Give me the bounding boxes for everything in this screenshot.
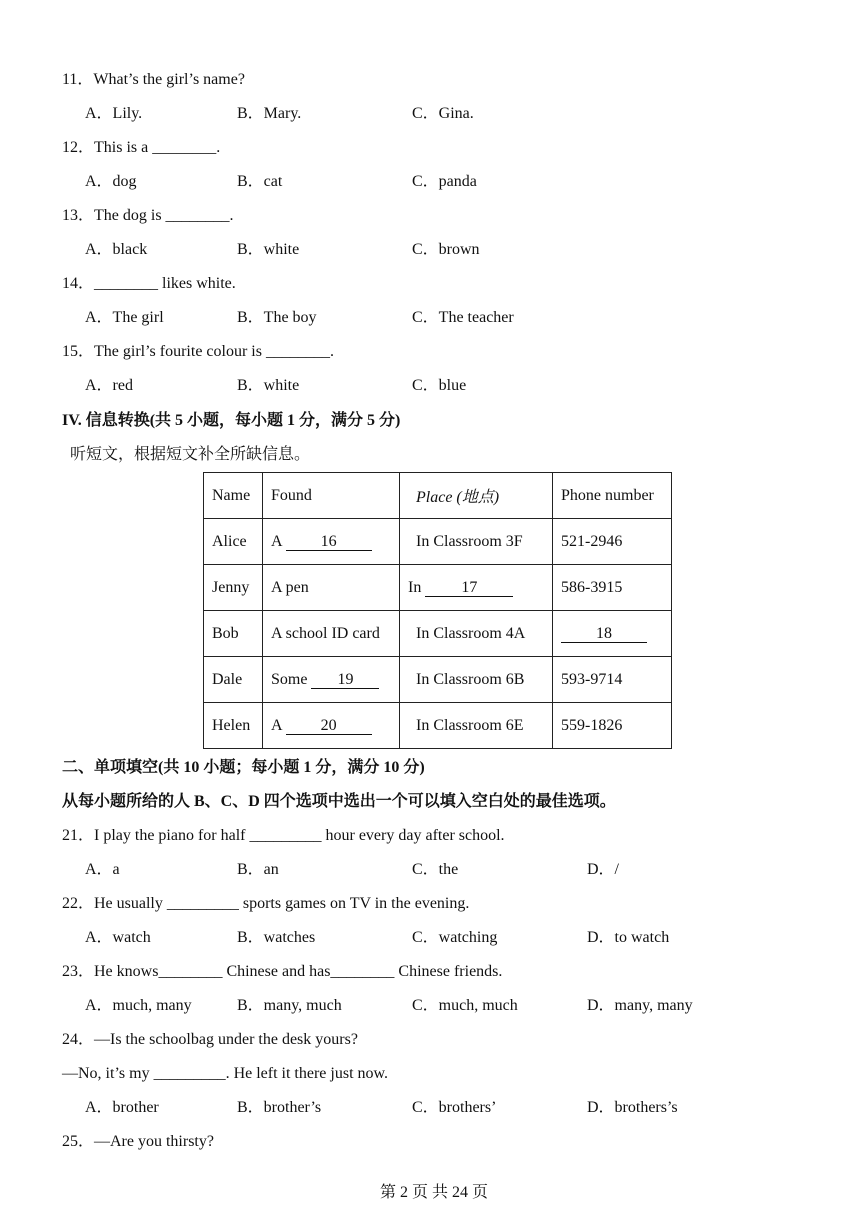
cell-name: Alice xyxy=(204,519,263,565)
question-23-option-a[interactable]: A．much, many xyxy=(85,997,192,1014)
question-24-stem: 24．—Is the schoolbag under the desk yours? xyxy=(62,1031,358,1048)
cell-found xyxy=(263,657,400,703)
question-15-stem: 15．The girl’s fourite colour is ________. xyxy=(62,343,334,360)
question-14-option-b[interactable]: B．The boy xyxy=(237,309,317,326)
question-24-option-a[interactable]: A．brother xyxy=(85,1099,159,1116)
info-table xyxy=(203,472,672,749)
cell-phone: 593-9714 xyxy=(553,657,672,703)
blank-17[interactable]: 17 xyxy=(425,580,513,597)
question-11-option-c[interactable]: C．Gina. xyxy=(412,105,474,122)
question-14-option-a[interactable]: A．The girl xyxy=(85,309,164,326)
section-4-instruction: 听短文，根据短文补全所缺信息。 xyxy=(70,446,311,463)
cell-name: Bob xyxy=(204,611,263,657)
blank-18[interactable]: 18 xyxy=(561,626,647,643)
question-21-option-a[interactable]: A．a xyxy=(85,861,120,878)
question-22-option-c[interactable]: C．watching xyxy=(412,929,498,946)
cell-place xyxy=(400,565,553,611)
header-name: Name xyxy=(204,473,263,519)
header-place: Place (地点) xyxy=(400,473,553,519)
question-22-option-a[interactable]: A．watch xyxy=(85,929,151,946)
question-25-stem: 25．—Are you thirsty? xyxy=(62,1133,214,1150)
blank-19[interactable]: 19 xyxy=(311,672,379,689)
table-row xyxy=(204,519,672,565)
question-11-option-a[interactable]: A．Lily. xyxy=(85,105,143,122)
blank-16[interactable]: 16 xyxy=(286,534,372,551)
cell-place: In Classroom 3F xyxy=(400,519,553,565)
question-14-stem: 14．________ likes white. xyxy=(62,275,236,292)
question-24-stem-line2: —No, it’s my _________. He left it there just now. xyxy=(62,1065,389,1082)
question-11-option-b[interactable]: B．Mary. xyxy=(237,105,302,122)
question-12-stem: 12．This is a ________. xyxy=(62,139,221,156)
question-23-option-c[interactable]: C．much, much xyxy=(412,997,518,1014)
cell-found-prefix: Some xyxy=(271,670,308,688)
cell-found-prefix: A xyxy=(271,716,282,734)
question-14-option-c[interactable]: C．The teacher xyxy=(412,309,514,326)
cell-found xyxy=(263,519,400,565)
cell-place-prefix: In xyxy=(408,578,422,596)
table-header-row xyxy=(204,473,672,519)
cell-found-prefix: A xyxy=(271,532,282,550)
cell-found: A school ID card xyxy=(263,611,400,657)
question-24-option-d[interactable]: D．brothers’s xyxy=(587,1099,678,1116)
question-22-stem: 22．He usually _________ sports games on TV in the evening. xyxy=(62,895,470,912)
header-found: Found xyxy=(263,473,400,519)
page-footer: 第 2 页 共 24 页 xyxy=(379,1184,488,1201)
question-21-option-b[interactable]: B．an xyxy=(237,861,279,878)
question-21-option-c[interactable]: C．the xyxy=(412,861,459,878)
table-row xyxy=(204,657,672,703)
cell-name: Dale xyxy=(204,657,263,703)
cell-name: Helen xyxy=(204,703,263,749)
cell-phone: 521-2946 xyxy=(553,519,672,565)
cell-found xyxy=(263,703,400,749)
question-23-option-d[interactable]: D．many, many xyxy=(587,997,693,1014)
question-22-option-b[interactable]: B．watches xyxy=(237,929,316,946)
cell-phone xyxy=(553,611,672,657)
question-21-stem: 21．I play the piano for half _________ hour every day after school. xyxy=(62,827,505,844)
section-4-heading: IV. 信息转换(共 5 小题，每小题 1 分，满分 5 分) xyxy=(62,412,401,429)
question-12-option-b[interactable]: B．cat xyxy=(237,173,283,190)
question-24-option-b[interactable]: B．brother’s xyxy=(237,1099,322,1116)
question-13-option-a[interactable]: A．black xyxy=(85,241,148,258)
blank-20[interactable]: 20 xyxy=(286,718,372,735)
cell-found: A pen xyxy=(263,565,400,611)
cell-place: In Classroom 6B xyxy=(400,657,553,703)
question-23-stem: 23．He knows________ Chinese and has________ Chinese friends. xyxy=(62,963,503,980)
table-row xyxy=(204,611,672,657)
question-23-option-b[interactable]: B．many, much xyxy=(237,997,342,1014)
question-15-option-a[interactable]: A．red xyxy=(85,377,133,394)
cell-place: In Classroom 6E xyxy=(400,703,553,749)
cell-name: Jenny xyxy=(204,565,263,611)
question-13-option-b[interactable]: B．white xyxy=(237,241,300,258)
part-2-heading: 二、单项填空(共 10 小题；每小题 1 分，满分 10 分) xyxy=(62,759,425,776)
cell-phone: 559-1826 xyxy=(553,703,672,749)
question-24-option-c[interactable]: C．brothers’ xyxy=(412,1099,497,1116)
question-13-option-c[interactable]: C．brown xyxy=(412,241,480,258)
question-12-option-c[interactable]: C．panda xyxy=(412,173,477,190)
question-15-option-b[interactable]: B．white xyxy=(237,377,300,394)
question-12-option-a[interactable]: A．dog xyxy=(85,173,137,190)
question-11-stem: 11．What’s the girl’s name? xyxy=(62,71,245,88)
table-row xyxy=(204,565,672,611)
cell-place: In Classroom 4A xyxy=(400,611,553,657)
part-2-instruction: 从每小题所给的人 B、C、D 四个选项中选出一个可以填入空白处的最佳选项。 xyxy=(62,793,616,810)
question-15-option-c[interactable]: C．blue xyxy=(412,377,467,394)
cell-phone: 586-3915 xyxy=(553,565,672,611)
header-phone: Phone number xyxy=(553,473,672,519)
table-row xyxy=(204,703,672,749)
question-21-option-d[interactable]: D．/ xyxy=(587,861,620,878)
question-22-option-d[interactable]: D．to watch xyxy=(587,929,670,946)
question-13-stem: 13．The dog is ________. xyxy=(62,207,234,224)
